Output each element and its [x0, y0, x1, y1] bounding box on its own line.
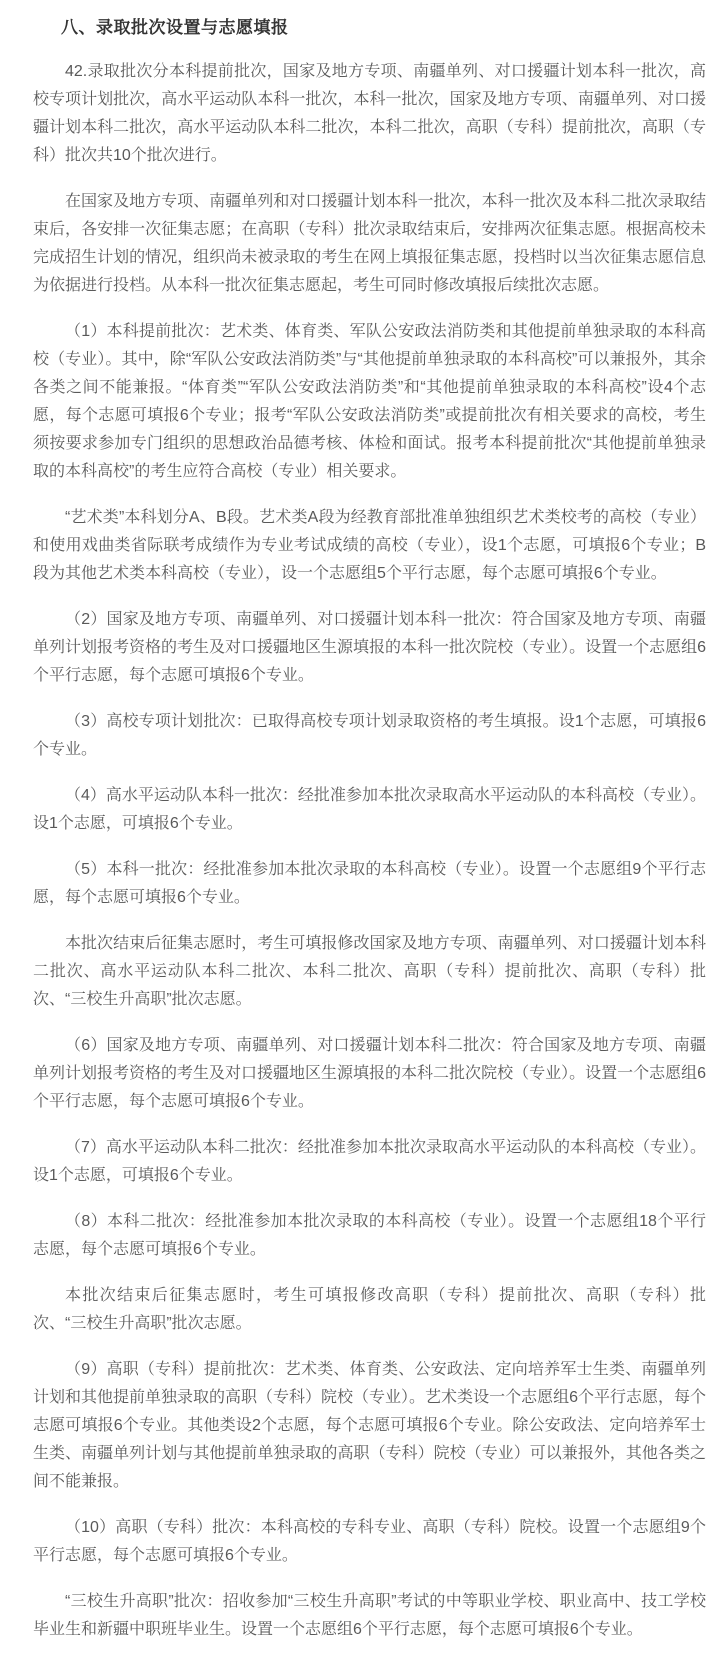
paragraph-item-10-vocational-batch: （10）高职（专科）批次：本科高校的专科专业、高职（专科）院校。设置一个志愿组9个平行志愿，每个志愿可填报6个专业。 — [33, 1519, 706, 1564]
paragraph-art-sections: “艺术类”本科划分A、B段。艺术类A段为经教育部批准单独组织艺术类校考的高校（专业）和使用戏曲类省际联考成绩作为专业考试成绩的高校（专业），设1个志愿，可填报6个专业；B段为其他艺术类本科高校（专业），设一个志愿组5个平行志愿，每个志愿可填报6个专业。 — [33, 509, 706, 582]
paragraph-item-6-special-plan-batch2: （6）国家及地方专项、南疆单列、对口援疆计划本科二批次：符合国家及地方专项、南疆单列计划报考资格的考生及对口援疆地区生源填报的本科二批次院校（专业）。设置一个志愿组6个平行志愿，每个志愿可填报6个专业。 — [33, 1037, 706, 1110]
paragraph-item-8-undergrad-batch2: （8）本科二批次：经批准参加本批次录取的本科高校（专业）。设置一个志愿组18个平行志愿，每个志愿可填报6个专业。 — [33, 1213, 706, 1258]
paragraph-item-4-sports-team-batch1: （4）高水平运动队本科一批次：经批准参加本批次录取高水平运动队的本科高校（专业）。设1个志愿，可填报6个专业。 — [33, 787, 706, 832]
paragraph-batch-overview: 42.录取批次分本科提前批次，国家及地方专项、南疆单列、对口援疆计划本科一批次，高校专项计划批次，高水平运动队本科一批次，本科一批次，国家及地方专项、南疆单列、对口援疆计划本科二批次，高水平运动队本科二批次，本科二批次，高职（专科）提前批次，高职（专科）批次共10个批次进行。 — [33, 63, 706, 164]
paragraph-after-batch1-collection: 本批次结束后征集志愿时，考生可填报修改国家及地方专项、南疆单列、对口援疆计划本科二批次、高水平运动队本科二批次、本科二批次、高职（专科）提前批次、高职（专科）批次、“三校生升高职”批次志愿。 — [33, 935, 706, 1008]
paragraph-item-7-sports-team-batch2: （7）高水平运动队本科二批次：经批准参加本批次录取高水平运动队的本科高校（专业）。设1个志愿，可填报6个专业。 — [33, 1139, 706, 1184]
paragraph-item-5-undergrad-batch1: （5）本科一批次：经批准参加本批次录取的本科高校（专业）。设置一个志愿组9个平行志愿，每个志愿可填报6个专业。 — [33, 861, 706, 906]
paragraph-item-9-vocational-advance: （9）高职（专科）提前批次：艺术类、体育类、公安政法、定向培养军士生类、南疆单列计划和其他提前单独录取的高职（专科）院校（专业）。艺术类设一个志愿组6个平行志愿，每个志愿可填报6个专业。其他类设2个志愿，每个志愿可填报6个专业。除公安政法、定向培养军士生类、南疆单列计划与其他提前单独录取的高职（专科）院校（专业）可以兼报外，其他各类之间不能兼报。 — [33, 1361, 706, 1490]
paragraph-item-1-undergrad-advance: （1）本科提前批次：艺术类、体育类、军队公安政法消防类和其他提前单独录取的本科高校（专业）。其中，除“军队公安政法消防类”与“其他提前单独录取的本科高校”可以兼报外，其余各类之间不能兼报。“体育类”“军队公安政法消防类”和“其他提前单独录取的本科高校”设4个志愿，每个志愿可填报6个专业；报考“军队公安政法消防类”或提前批次有相关要求的高校，考生须按要求参加专门组织的思想政治品德考核、体检和面试。报考本科提前批次“其他提前单独录取的本科高校”的考生应符合高校（专业）相关要求。 — [33, 323, 706, 480]
paragraph-collection-volunteer: 在国家及地方专项、南疆单列和对口援疆计划本科一批次，本科一批次及本科二批次录取结束后，各安排一次征集志愿；在高职（专科）批次录取结束后，安排两次征集志愿。根据高校未完成招生计划的情况，组织尚未被录取的考生在网上填报征集志愿，投档时以当次征集志愿信息为依据进行投档。从本科一批次征集志愿起，考生可同时修改填报后续批次志愿。 — [33, 193, 706, 294]
paragraph-item-3-university-special-plan: （3）高校专项计划批次：已取得高校专项计划录取资格的考生填报。设1个志愿，可填报6个专业。 — [33, 713, 706, 758]
paragraph-after-batch2-collection: 本批次结束后征集志愿时，考生可填报修改高职（专科）提前批次、高职（专科）批次、“三校生升高职”批次志愿。 — [33, 1287, 706, 1332]
paragraph-three-school-batch: “三校生升高职”批次：招收参加“三校生升高职”考试的中等职业学校、职业高中、技工学校毕业生和新疆中职班毕业生。设置一个志愿组6个平行志愿，每个志愿可填报6个专业。 — [33, 1593, 706, 1638]
paragraph-item-2-special-plan-batch1: （2）国家及地方专项、南疆单列、对口援疆计划本科一批次：符合国家及地方专项、南疆单列计划报考资格的考生及对口援疆地区生源填报的本科一批次院校（专业）。设置一个志愿组6个平行志愿，每个志愿可填报6个专业。 — [33, 611, 706, 684]
section-title: 八、录取批次设置与志愿填报 — [61, 18, 289, 37]
